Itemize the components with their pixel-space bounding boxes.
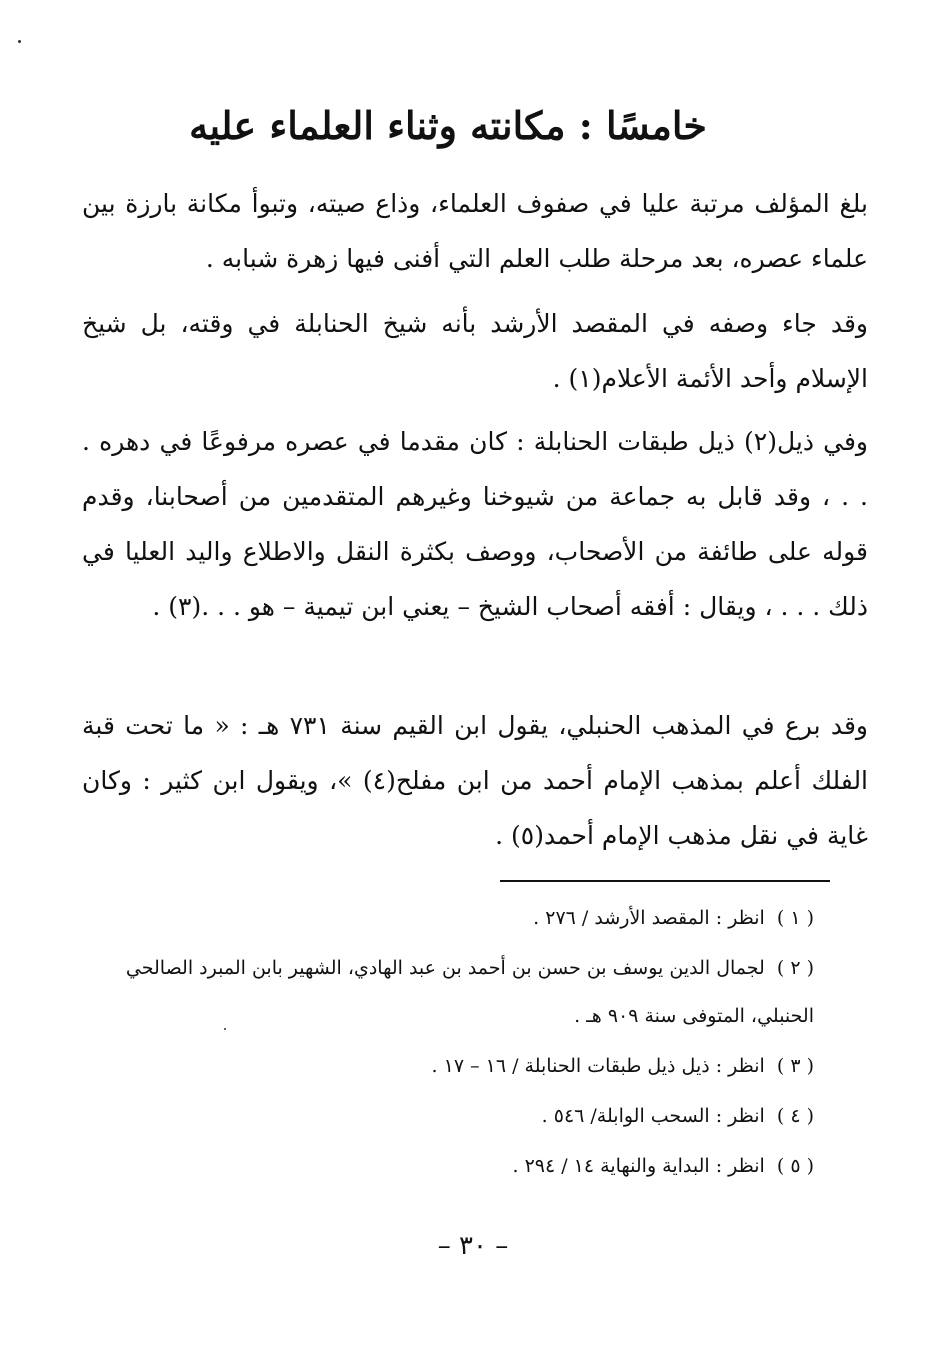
footnote-separator — [500, 880, 830, 882]
body-paragraph: بلغ المؤلف مرتبة عليا في صفوف العلماء، وذاع صيته، وتبوأ مكانة بارزة بين علماء عصره، بعد مرحلة طلب العلم التي أفنى فيها زهرة شبابه . — [82, 189, 868, 273]
scan-speck — [18, 40, 21, 43]
footnote-text: انظر : البداية والنهاية ١٤ / ٢٩٤ . — [512, 1155, 765, 1177]
footnote-number: ( ١ ) — [776, 907, 814, 929]
body-paragraph: وقد برع في المذهب الحنبلي، يقول ابن القيم سنة ٧٣١ هـ : « ما تحت قبة الفلك أعلم بمذهب الإمام أحمد من ابن مفلح(٤) »، ويقول ابن كثير : وكان غاية في نقل مذهب الإمام أحمد(٥) . — [82, 711, 869, 850]
footnote-text: انظر : السحب الوابلة/ ٥٤٦ . — [541, 1105, 765, 1127]
footnote-item — [82, 1092, 814, 1140]
footnote-number: ( ٣ ) — [776, 1055, 814, 1077]
footnote-text: انظر : المقصد الأرشد / ٢٧٦ . — [533, 907, 765, 929]
footnote-text: انظر : ذيل ذيل طبقات الحنابلة / ١٦ – ١٧ . — [431, 1055, 765, 1077]
footnote-text: لجمال الدين يوسف بن حسن بن أحمد بن عبد الهادي، الشهير بابن المبرد الصالحي الحنبلي، المتوفى سنة ٩٠٩ هـ . — [125, 957, 814, 1027]
footnotes-list — [82, 894, 814, 1192]
section-title: خامسًا : مكانته وثناء العلماء عليه — [189, 103, 707, 148]
body-paragraph: وفي ذيل(٢) ذيل طبقات الحنابلة : كان مقدما في عصره مرفوعًا في دهره . . . ، وقد قابل به جماعة من شيوخنا وغيرهم المتقدمين من أصحابنا، وقدم قوله على طائفة من الأصحاب، ووصف بكثرة النقل والاطلاع واليد العليا في ذلك . . . ، ويقال : أفقه أصحاب الشيخ – يعني ابن تيمية – هو . . .(٣) . — [82, 427, 868, 621]
footnote-item — [82, 1042, 814, 1090]
page-number: – ٣٠ – — [437, 1231, 509, 1261]
footnote-number: ( ٥ ) — [776, 1155, 814, 1177]
footnote-item — [82, 944, 814, 1040]
footnote-number: ( ٢ ) — [776, 957, 814, 979]
footnote-item — [82, 894, 814, 942]
body-paragraph: وقد جاء وصفه في المقصد الأرشد بأنه شيخ الحنابلة في وقته، بل شيخ الإسلام وأحد الأئمة الأعلام(١) . — [82, 309, 868, 393]
footnote-number: ( ٤ ) — [776, 1105, 814, 1127]
footnote-item — [82, 1142, 814, 1190]
